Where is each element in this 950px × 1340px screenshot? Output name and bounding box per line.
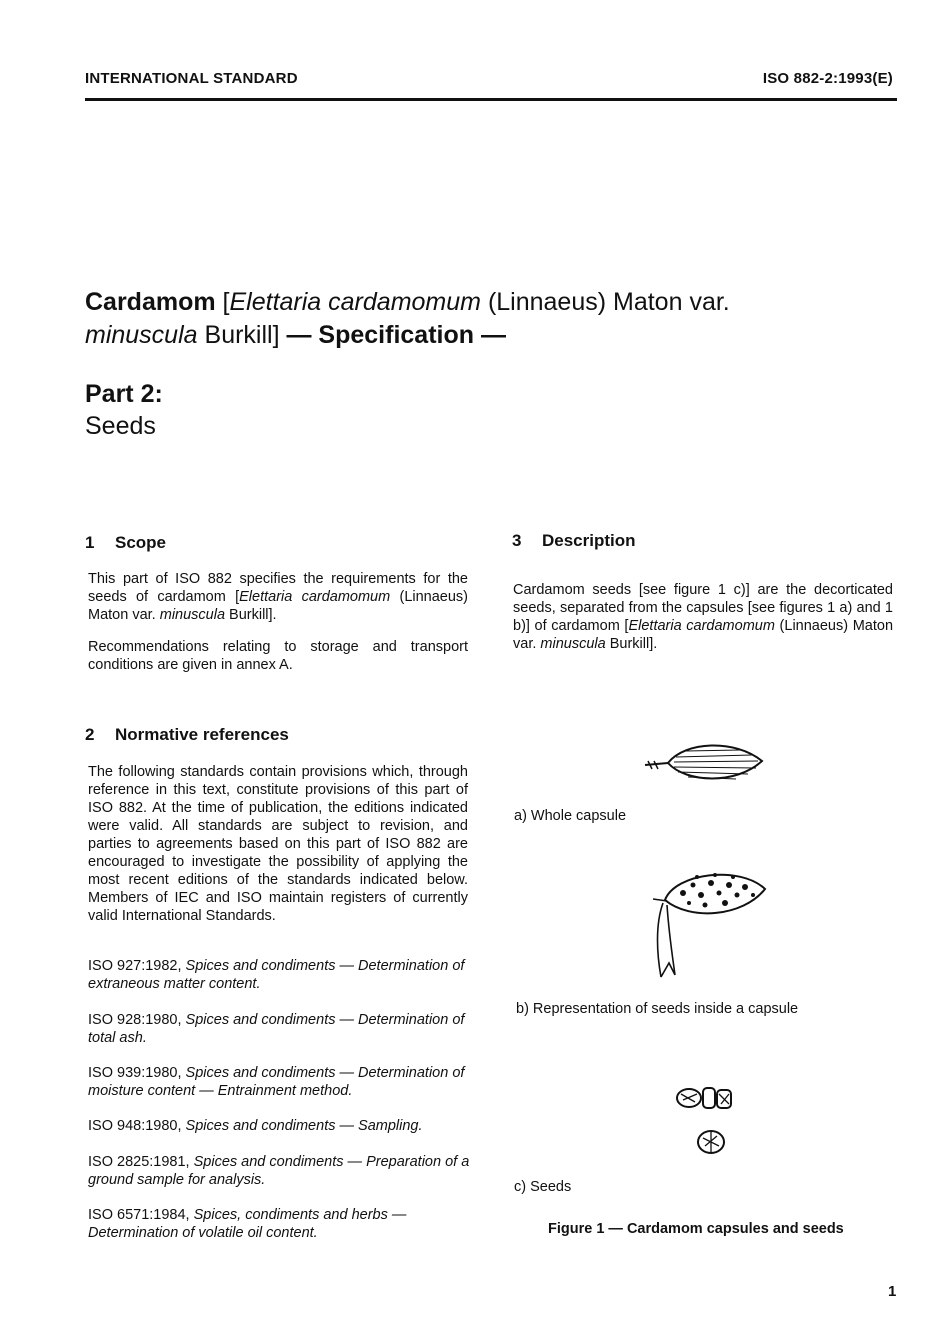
whole-capsule-icon: [640, 735, 770, 790]
reference-title: Spices and condiments — Preparation of a ground sample for analysis.: [88, 1154, 470, 1188]
scope-p1-text-b: (Linnaeus) Maton var.: [88, 589, 468, 623]
figure-caption-b: b) Representation of seeds inside a capsule: [516, 1001, 799, 1017]
normative-heading: [85, 725, 289, 745]
title-italic-2: minuscula: [85, 321, 198, 349]
scope-p1-text-a: This part of ISO 882 specifies the requirements for the seeds of cardamom [: [88, 571, 468, 605]
reference-title: Spices and condiments — Determination of total ash.: [88, 1012, 465, 1046]
header-rule: [85, 98, 897, 101]
reference-item: [88, 1153, 470, 1189]
reference-title: Spices and condiments — Sampling.: [185, 1118, 423, 1134]
reference-code: ISO 939:1980,: [88, 1065, 182, 1081]
scope-number: 1: [85, 533, 95, 552]
title-plain-2: Burkill]: [204, 321, 280, 349]
description-heading: [512, 531, 636, 551]
description-text-c: Burkill].: [605, 636, 658, 652]
reference-item: [88, 1011, 470, 1047]
reference-item: [88, 1064, 470, 1100]
title-bold-1: Cardamom: [85, 288, 216, 316]
figure-caption-c: c) Seeds: [514, 1179, 572, 1195]
scope-p1-text-c: Burkill].: [225, 607, 277, 623]
part-subtitle: Seeds: [85, 412, 156, 440]
capsule-with-seeds-icon: [645, 865, 770, 983]
reference-title: Spices and condiments — Determination of extraneous matter content.: [88, 958, 465, 992]
reference-code: ISO 927:1982,: [88, 958, 182, 974]
normative-intro: The following standards contain provisions which, through reference in this text, constitute provisions of this part of ISO 882. At the time of publication, the editions indicated were valid. All standards are subject to revision, and parties to agreements based on this part of ISO 882 are encouraged to investigate the possibility of applying the most recent editions of the standards indicated below. Members of IEC and ISO maintain registers of currently valid International Standards.: [88, 764, 468, 924]
seeds-icon: [675, 1080, 745, 1160]
part-label: Part 2:: [85, 380, 163, 408]
document-title: [85, 286, 885, 352]
scope-paragraph-2: Recommendations relating to storage and transport conditions are given in annex A.: [88, 639, 468, 673]
description-text-b: (Linnaeus) Maton var.: [513, 618, 894, 652]
reference-item: [88, 957, 470, 993]
scope-p1-italic-1: Elettaria cardamomum: [239, 589, 391, 605]
reference-code: ISO 928:1980,: [88, 1012, 182, 1028]
reference-code: ISO 948:1980,: [88, 1118, 182, 1134]
figure-caption-a: a) Whole capsule: [514, 808, 627, 824]
header-document-code: ISO 882-2:1993(E): [762, 70, 893, 87]
title-plain-1: (Linnaeus) Maton var.: [487, 288, 730, 316]
description-paragraph: [513, 581, 893, 653]
reference-item: [88, 1206, 470, 1242]
description-title: Description: [542, 531, 636, 550]
reference-code: ISO 6571:1984,: [88, 1207, 190, 1223]
normative-number: 2: [85, 725, 95, 744]
header-standard-type: INTERNATIONAL STANDARD: [85, 70, 298, 87]
scope-heading: [85, 533, 166, 553]
title-italic-1: Elettaria cardamomum: [229, 288, 481, 316]
reference-code: ISO 2825:1981,: [88, 1154, 190, 1170]
reference-item: [88, 1117, 470, 1135]
description-text-a: Cardamom seeds [see figure 1 c)] are the decorticated seeds, separated from the capsules [see figures 1 a) and 1 b)] of cardamom [: [513, 582, 893, 634]
description-italic-2: minuscula: [540, 636, 606, 652]
description-italic-1: Elettaria cardamomum: [628, 618, 775, 634]
scope-paragraph-1: [88, 570, 468, 624]
page-number: 1: [888, 1283, 897, 1300]
title-bracket: [: [222, 288, 230, 316]
reference-title: Spices, condiments and herbs — Determination of volatile oil content.: [88, 1207, 407, 1241]
scope-p1-italic-2: minuscula: [159, 607, 226, 623]
normative-title: Normative references: [115, 725, 289, 744]
figure-title: Figure 1 — Cardamom capsules and seeds: [548, 1221, 844, 1237]
reference-title: Spices and condiments — Determination of moisture content — Entrainment method.: [88, 1065, 465, 1099]
title-bold-2: — Specification —: [286, 321, 506, 349]
scope-title: Scope: [115, 533, 167, 552]
description-number: 3: [512, 531, 522, 550]
